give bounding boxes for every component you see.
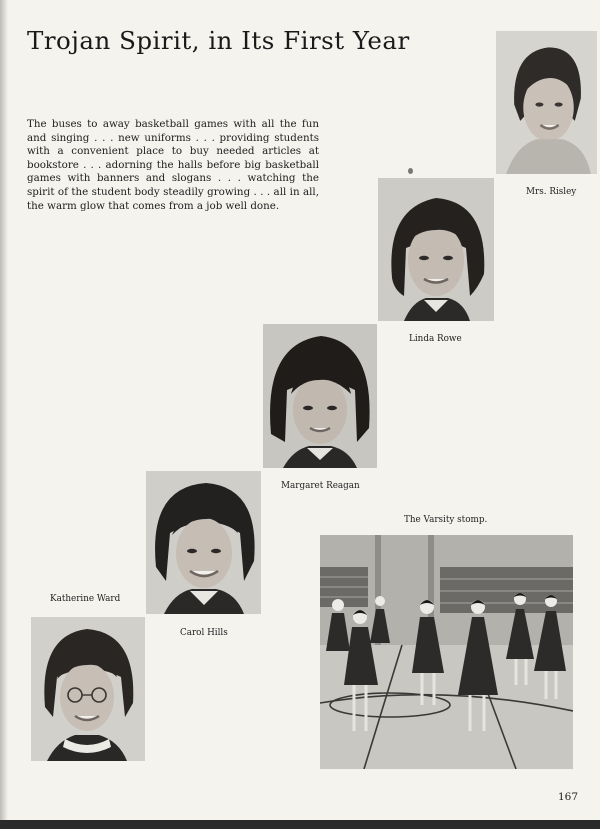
page-number: 167 [557, 791, 578, 803]
print-speck [408, 168, 413, 174]
binding-shadow [0, 0, 8, 829]
caption-katherine-ward: Katherine Ward [50, 594, 121, 604]
portrait-mrs-risley [496, 31, 597, 174]
portrait-katherine-ward [31, 617, 145, 761]
caption-group-photo: The Varsity stomp. [404, 515, 488, 525]
group-photo-varsity-stomp [320, 535, 573, 769]
portrait-linda-rowe [378, 178, 494, 321]
portrait-carol-hills [146, 471, 261, 614]
caption-mrs-risley: Mrs. Risley [526, 187, 577, 197]
body-paragraph: The buses to away basketball games with all the fun and singing . . . new uniforms . . . providing students with a convenient place to buy needed articles at bookstore . . . adorning the halls before big basketball games with banners and slogans . . . watching the spirit of the student body steadily growing . . . all in all, the warm glow that comes from a job well done. [27, 118, 319, 212]
caption-margaret-reagan: Margaret Reagan [281, 481, 360, 491]
page-bottom-edge [0, 820, 600, 829]
page-title: Trojan Spirit, in Its First Year [27, 26, 410, 55]
caption-carol-hills: Carol Hills [180, 628, 228, 638]
portrait-margaret-reagan [263, 324, 377, 468]
caption-linda-rowe: Linda Rowe [409, 334, 462, 344]
